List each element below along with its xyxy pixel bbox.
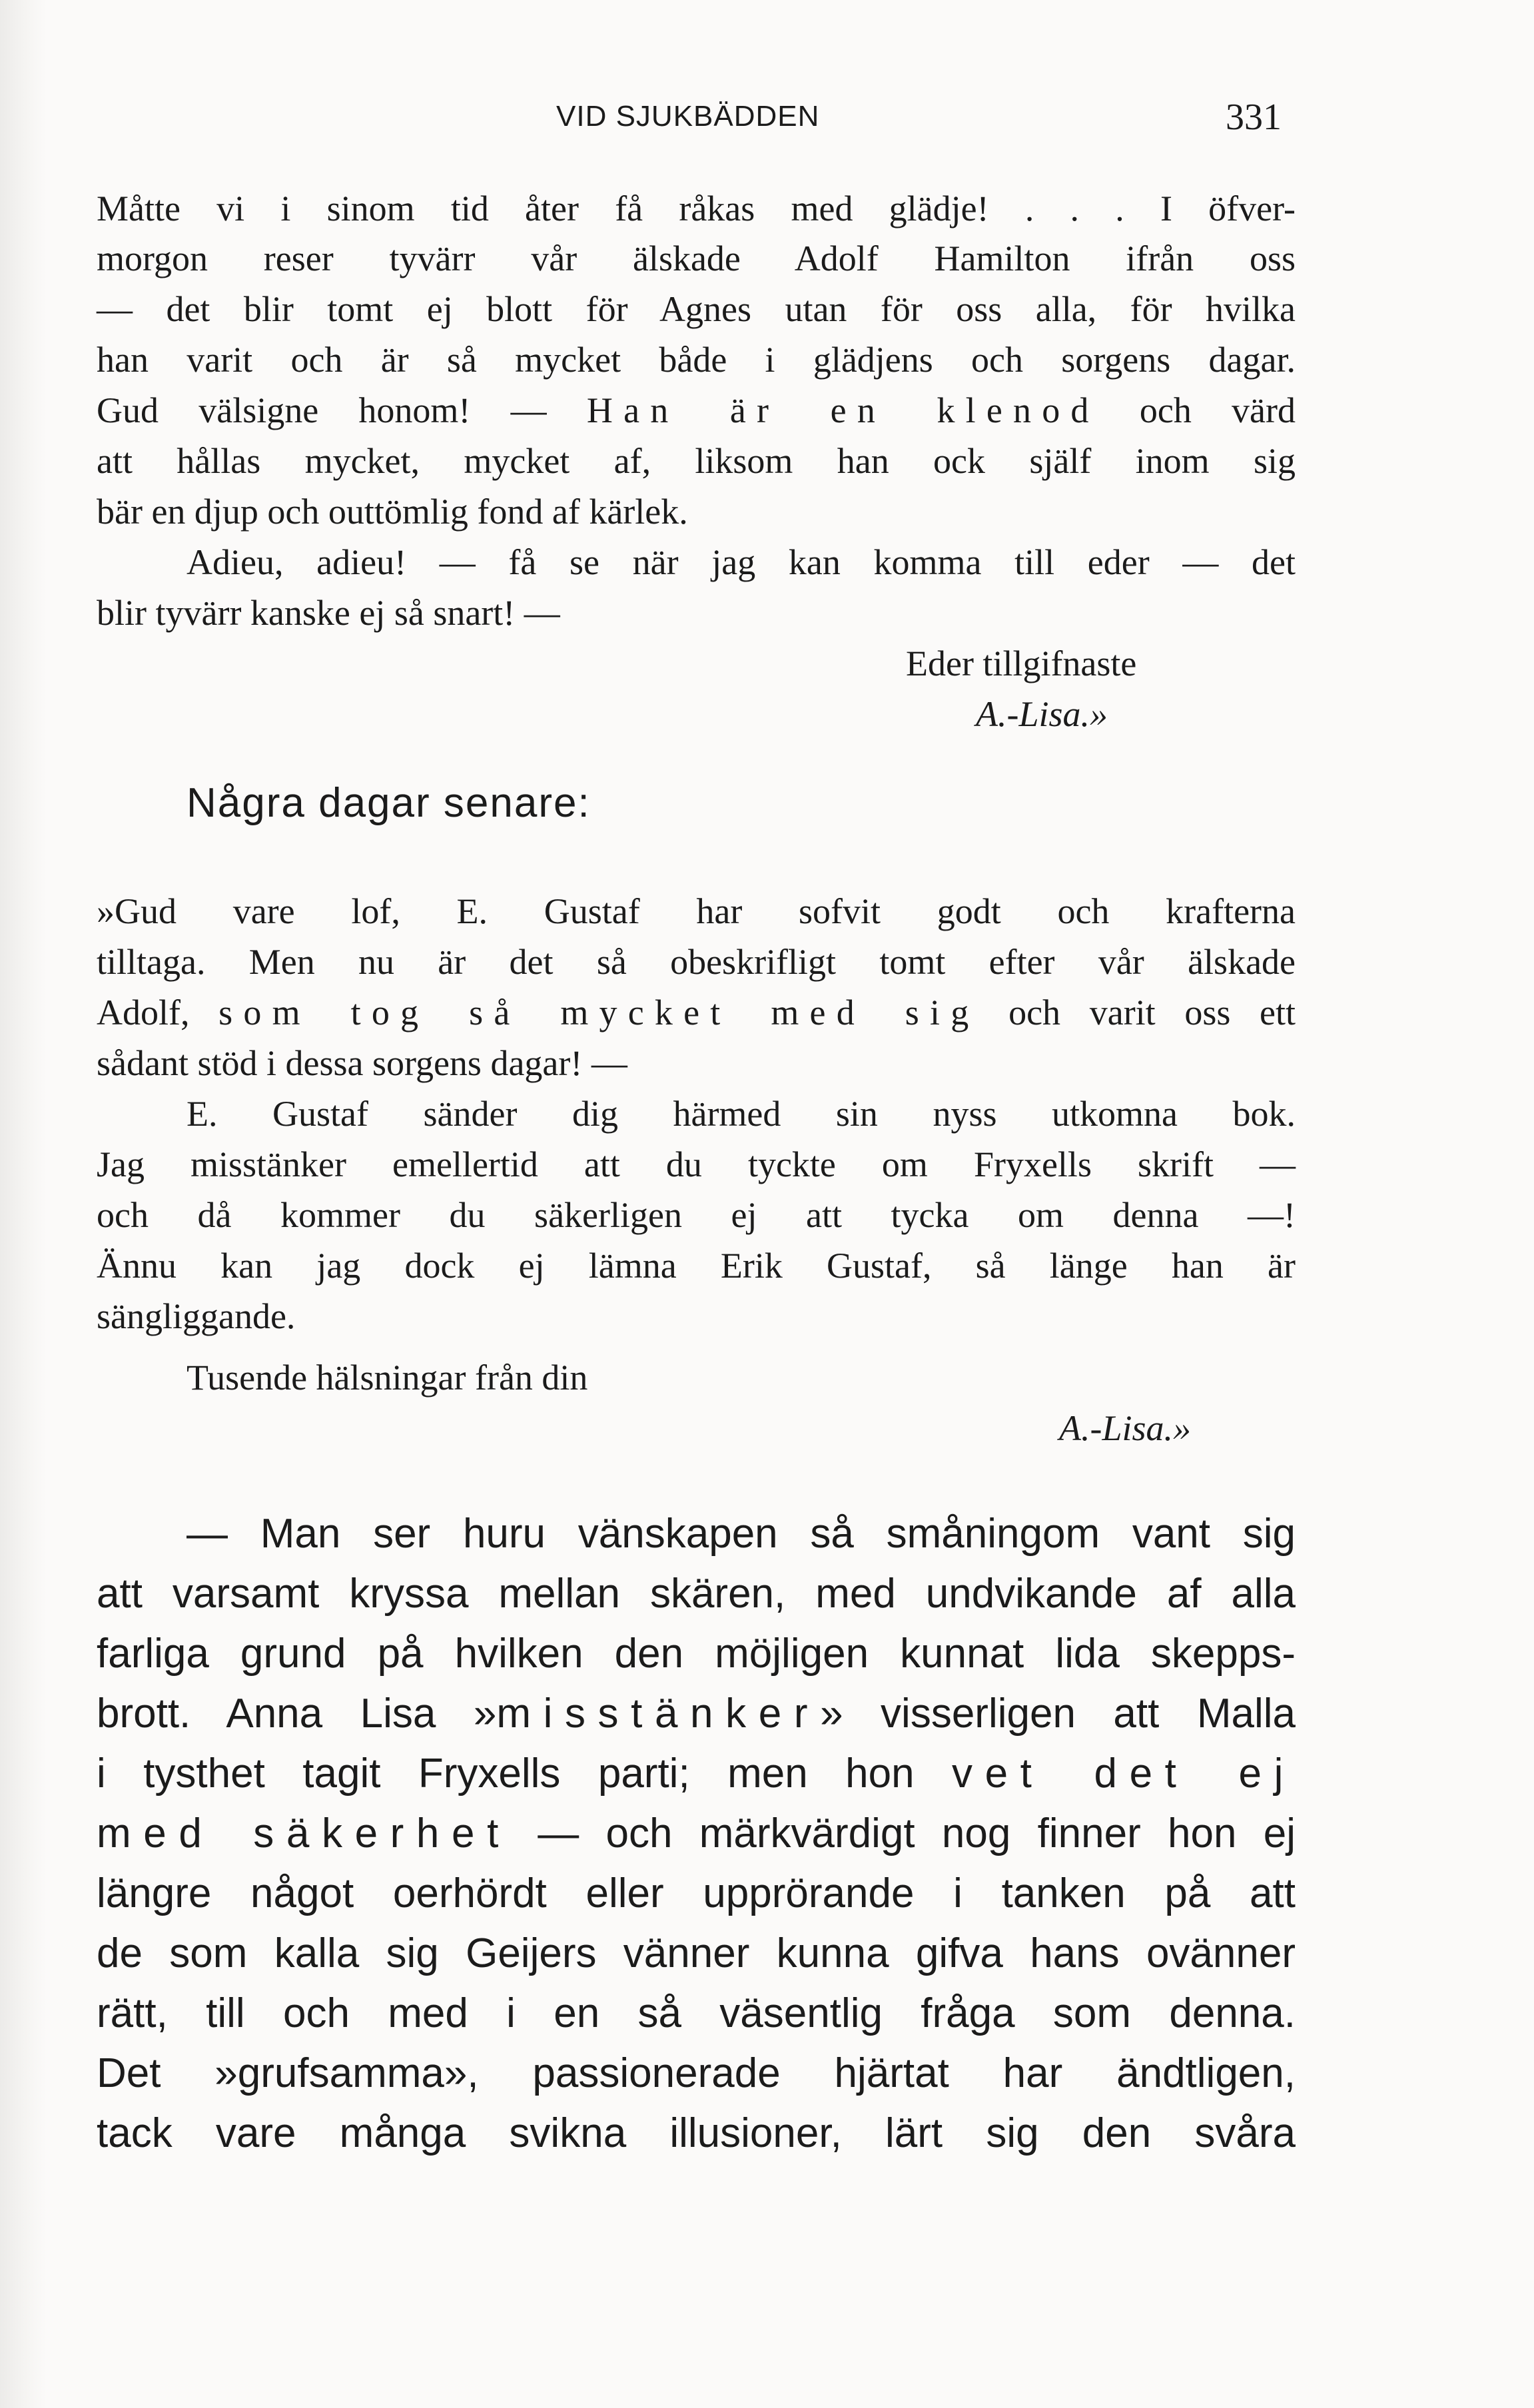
page-gutter-shadow <box>0 0 47 2408</box>
letter-line: Måtte vi i sinom tid åter få råkas med glädje! . . . I öfver- <box>97 189 1296 228</box>
letter-line <box>97 987 1296 1038</box>
spaced-emphasis: som tog så mycket med sig <box>218 993 980 1032</box>
spaced-emphasis: misstänker <box>496 1691 821 1737</box>
letter-line: bär en djup och outtömlig fond af kärlek. <box>97 492 688 532</box>
commentary-line: rätt, till och med i en så väsentlig fråga som denna. <box>97 1990 1296 2036</box>
commentary-line-tail: » visserligen att Malla <box>820 1691 1296 1737</box>
spaced-emphasis: med säkerhet <box>97 1810 511 1856</box>
letter-line <box>97 385 1296 436</box>
letter-closing: Tusende hälsningar från din <box>187 1358 588 1398</box>
letter-line: E. Gustaf sänder dig härmed sin nyss utkomna bok. <box>187 1094 1296 1134</box>
commentary-line: längre något oerhördt eller upprörande i tanken på att <box>97 1870 1296 1916</box>
letter-line-tail: och varit oss ett <box>1008 993 1296 1032</box>
letter-line: sådant stöd i dessa sorgens dagar! — <box>97 1043 627 1083</box>
letter-line: blir tyvärr kanske ej så snart! — <box>97 593 560 633</box>
letter-line: att hållas mycket, mycket af, liksom han ock själf inom sig <box>97 441 1296 481</box>
commentary-line-tail: — och märkvärdigt nog finner hon ej <box>538 1810 1296 1856</box>
letter-line: Jag misstänker emellertid att du tyckte om Fryxells skrift — <box>97 1144 1296 1184</box>
letter-line-head: Gud välsigne honom! — <box>97 390 547 430</box>
commentary-line: tack vare många svikna illusioner, lärt sig den svåra <box>97 2110 1296 2156</box>
letter-line-tail: och värd <box>1139 390 1296 430</box>
commentary-line: — Man ser huru vänskapen så småningom vant sig <box>187 1511 1296 1557</box>
letter-line: morgon reser tyvärr vår älskade Adolf Hamilton ifrån oss <box>97 238 1296 278</box>
letter-line: han varit och är så mycket både i glädjens och sorgens dagar. <box>97 340 1296 380</box>
letter-line: tilltaga. Men nu är det så obeskrifligt tomt efter vår älskade <box>97 942 1296 982</box>
spaced-emphasis: vet det ej <box>951 1751 1296 1797</box>
letter-line: Adieu, adieu! — få se när jag kan komma till eder — det <box>187 542 1296 582</box>
spaced-emphasis: Han är en klenod <box>586 390 1100 430</box>
commentary-line: farliga grund på hvilken den möjligen kunnat lida skepps- <box>97 1631 1296 1677</box>
section-heading: Några dagar senare: <box>187 780 591 826</box>
letter-line-head: Adolf, <box>97 993 190 1032</box>
page-number: 331 <box>1226 97 1282 138</box>
commentary-line <box>97 1744 1296 1804</box>
letter-line: Ännu kan jag dock ej lämna Erik Gustaf, så länge han är <box>97 1246 1296 1286</box>
running-head <box>0 97 1534 147</box>
letter-line: och då kommer du säkerligen ej att tycka om denna —! <box>97 1195 1296 1235</box>
commentary-line-head: i tysthet tagit Fryxells parti; men hon <box>97 1751 915 1797</box>
letter-signature: A.-Lisa.» <box>976 694 1108 734</box>
commentary-line-head: brott. Anna Lisa » <box>97 1691 497 1737</box>
letter-line: — det blir tomt ej blott för Agnes utan för oss alla, för hvilka <box>97 289 1296 329</box>
letter-line: »Gud vare lof, E. Gustaf har sofvit godt och krafterna <box>97 891 1296 931</box>
running-title: VID SJUKBÄDDEN <box>556 100 820 133</box>
letter-closing: Eder tillgifnaste <box>906 643 1137 683</box>
commentary-line: de som kalla sig Geijers vänner kunna gifva hans ovänner <box>97 1930 1296 1976</box>
commentary-line <box>97 1684 1296 1744</box>
commentary-line: Det »grufsamma», passionerade hjärtat har ändtligen, <box>97 2050 1296 2096</box>
letter-signature: A.-Lisa.» <box>1059 1408 1192 1448</box>
commentary-line: att varsamt kryssa mellan skären, med undvikande af alla <box>97 1571 1296 1617</box>
letter-line: sängliggande. <box>97 1296 296 1336</box>
commentary-line <box>97 1804 1296 1864</box>
